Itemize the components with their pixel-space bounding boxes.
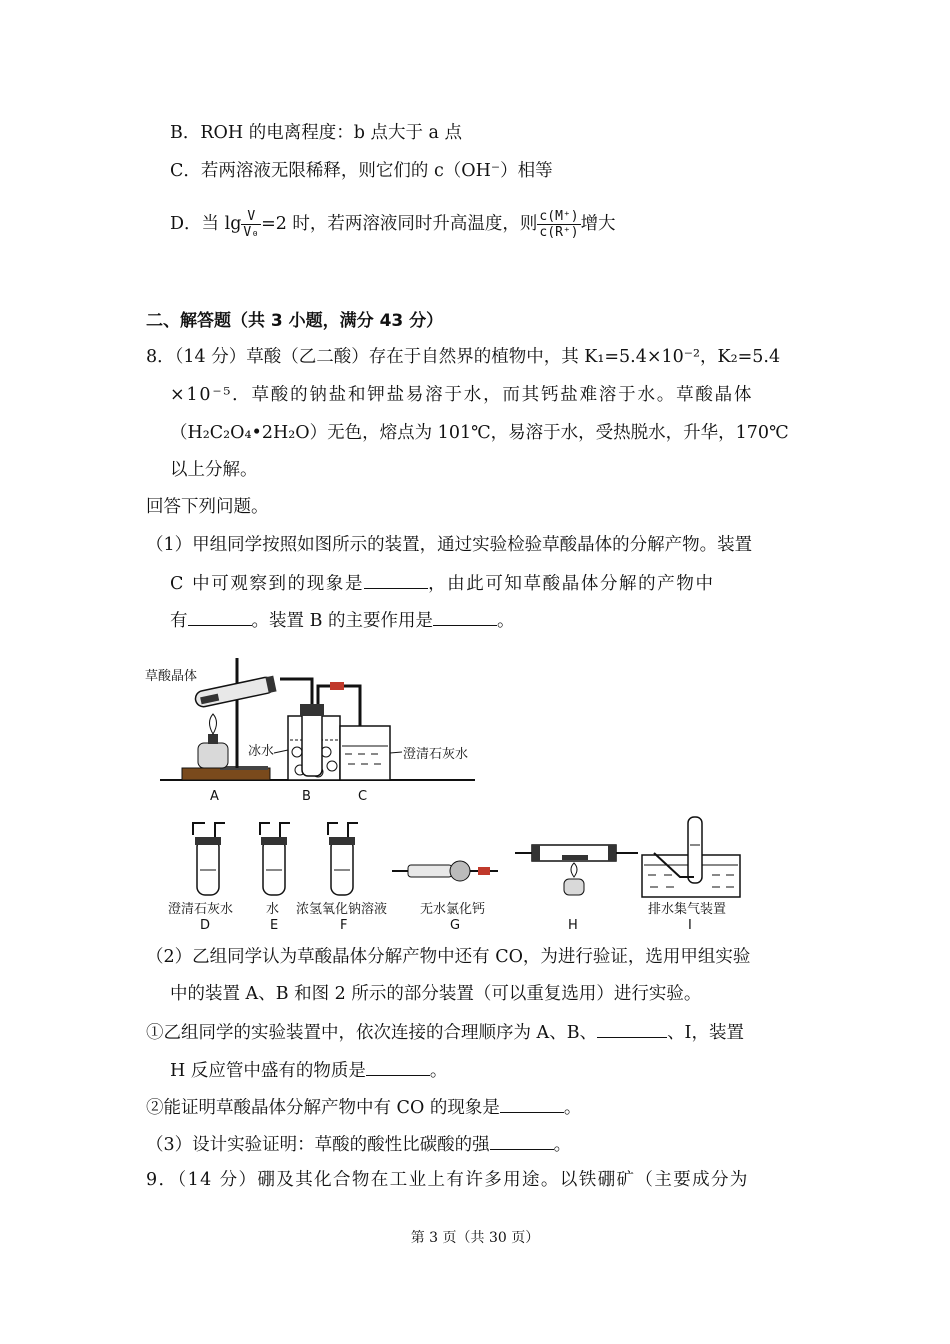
q8-line1: 8．（14 分）草酸（乙二酸）存在于自然界的植物中，其 K₁=5.4×10⁻²，K₂=5.4 — [146, 347, 781, 367]
option-c: C．若两溶液无限稀释，则它们的 c（OH⁻）相等 — [170, 161, 553, 181]
label-g: 无水氯化钙 — [420, 902, 486, 917]
answer-prompt: 回答下列问题。 — [146, 497, 269, 517]
q8-part2b: ②能证明草酸晶体分解产物中有 CO 的现象是 。 — [146, 1094, 581, 1120]
answer-blank-c-phenomenon[interactable] — [364, 570, 428, 589]
option-b: B．ROH 的电离程度：b 点大于 a 点 — [170, 123, 463, 143]
q8-part2-line1: （2）乙组同学认为草酸晶体分解产物中还有 CO，为进行验证，选用甲组实验 — [146, 947, 751, 967]
q8-part1-line1: （1）甲组同学按照如图所示的装置，通过实验检验草酸晶体的分解产物。装置 — [146, 535, 753, 555]
apparatus-i — [642, 817, 740, 897]
option-d-mid: =2 时，若两溶液同时升高温度，则 — [261, 214, 538, 234]
apparatus-g — [392, 861, 498, 881]
apparatus-h — [515, 845, 638, 895]
answer-blank-acidity[interactable] — [490, 1131, 554, 1150]
answer-blank-h-substance[interactable] — [366, 1057, 430, 1076]
label-d: 澄清石灰水 — [168, 902, 234, 917]
answer-blank-product[interactable] — [188, 607, 252, 626]
answer-blank-co-evidence[interactable] — [500, 1094, 564, 1113]
q8-line2: ×10⁻⁵．草酸的钠盐和钾盐易溶于水，而其钙盐难溶于水。草酸晶体 — [170, 385, 754, 405]
q8-part3: （3）设计实验证明：草酸的酸性比碳酸的强 。 — [146, 1131, 571, 1157]
fraction-cm-cr — [537, 209, 580, 240]
label-i: 排水集气装置 — [648, 902, 727, 917]
letter-e: E — [270, 918, 279, 933]
letter-a: A — [210, 789, 219, 804]
fraction2-denominator: c(R⁺) — [539, 225, 579, 240]
letter-i: I — [688, 918, 692, 933]
letter-c: C — [358, 789, 368, 804]
section-title: 二、解答题（共 3 小题，满分 43 分） — [146, 311, 444, 331]
fraction2-numerator: c(M⁺) — [539, 209, 579, 224]
label-oxalic-crystal: 草酸晶体 — [145, 669, 198, 684]
q8-part1-line3: 有 。装置 B 的主要作用是 。 — [170, 607, 515, 633]
letter-b: B — [302, 789, 311, 804]
option-d-suffix: 增大 — [580, 214, 616, 234]
option-d — [170, 208, 616, 240]
letter-f: F — [340, 918, 348, 933]
q8-line4: 以上分解。 — [170, 460, 258, 480]
fraction-numerator: V — [241, 209, 261, 225]
apparatus-figure-2 — [160, 815, 750, 935]
label-e: 水 — [266, 902, 280, 917]
page-footer: 第 3 页（共 30 页） — [410, 1230, 540, 1246]
label-limewater-c: 澄清石灰水 — [403, 747, 469, 762]
q8-part1-line2: C 中可观察到的现象是 ，由此可知草酸晶体分解的产物中 — [170, 570, 715, 596]
apparatus-e — [260, 823, 290, 895]
q8-line3: （H₂C₂O₄•2H₂O）无色，熔点为 101℃，易溶于水，受热脱水，升华，170℃ — [170, 423, 789, 443]
q9-line1: 9．（14 分）硼及其化合物在工业上有许多用途。以铁硼矿（主要成分为 — [146, 1170, 749, 1190]
answer-blank-b-role[interactable] — [433, 607, 497, 626]
q8-part2a-line2: H 反应管中盛有的物质是 。 — [170, 1057, 447, 1083]
label-f: 浓氢氧化钠溶液 — [296, 902, 388, 917]
q8-part2-line2: 中的装置 A、B 和图 2 所示的部分装置（可以重复选用）进行实验。 — [170, 984, 702, 1004]
letter-h: H — [568, 918, 578, 933]
letter-d: D — [200, 918, 211, 933]
answer-blank-order[interactable] — [597, 1019, 667, 1038]
apparatus-f — [328, 823, 358, 895]
q8-part2a-line1: ①乙组同学的实验装置中，依次连接的合理顺序为 A、B、 、I，装置 — [146, 1019, 744, 1045]
label-ice-water: 冰水 — [248, 744, 275, 759]
option-d-prefix: D．当 lg — [170, 214, 242, 234]
apparatus-d — [193, 823, 225, 895]
letter-g: G — [450, 918, 461, 933]
apparatus-figure-1 — [140, 648, 485, 808]
fraction-denominator: V₀ — [243, 225, 260, 240]
fraction-v-v0 — [241, 209, 261, 240]
